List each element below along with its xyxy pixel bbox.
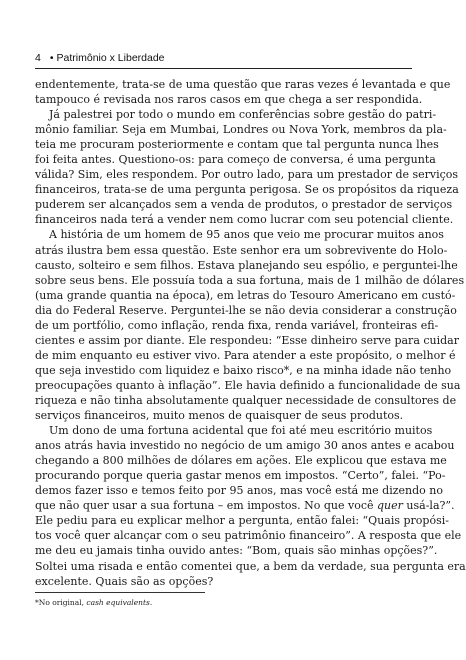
text-line: cientes e assim por diante. Ele respondeu: “Esse dinheiro serve para cuidar bbox=[35, 333, 459, 347]
running-title: Patrimônio x Liberdade bbox=[56, 52, 165, 64]
text-line: serviços financeiros, muito menos de quaisquer de seus produtos. bbox=[35, 409, 404, 423]
text-line: causto, solteiro e sem filhos. Estava planejando seu espólio, e perguntei-lhe bbox=[35, 258, 458, 272]
text-line: mônio familiar. Seja em Mumbai, Londres ou Nova York, membros da pla- bbox=[35, 123, 447, 137]
footnote bbox=[35, 598, 412, 608]
text-line-with-emphasis bbox=[35, 498, 455, 513]
emphasis-word: quer bbox=[377, 499, 403, 513]
running-header bbox=[35, 50, 412, 66]
text-line: financeiros nada terá a vender nem como lucrar com seu potencial cliente. bbox=[35, 213, 454, 227]
text-line: Já palestrei por todo o mundo em conferências sobre gestão do patri- bbox=[49, 108, 437, 122]
text-line: excelente. Quais são as opções? bbox=[35, 574, 214, 588]
text-segment: usá-la?”. bbox=[402, 499, 455, 513]
text-line: de mim enquanto eu estiver vivo. Para atender a este propósito, o melhor é bbox=[35, 348, 456, 362]
text-line: Soltei uma risada e então comentei que, a bem da verdade, sua pergunta era bbox=[35, 559, 466, 573]
text-segment: que não quer usar a sua fortuna – em impostos. No que você bbox=[35, 499, 378, 513]
text-line: que seja investido com liquidez e baixo risco*, e na minha idade não tenho bbox=[35, 363, 452, 377]
footnote-text: *No original, bbox=[35, 598, 87, 607]
text-line: demos fazer isso e temos feito por 95 anos, mas você está me dizendo no bbox=[35, 484, 443, 498]
header-rule bbox=[35, 68, 412, 69]
text-line: teia me procuram posteriormente e contam que tal pergunta nunca lhes bbox=[35, 138, 439, 152]
text-line: dia do Federal Reserve. Perguntei-lhe se não devia considerar a construção bbox=[35, 303, 457, 317]
text-line: Ele pediu para eu explicar melhor a pergunta, então falei: “Quais propósi- bbox=[35, 514, 449, 528]
text-line: tos você quer alcançar com o seu patrimônio financeiro”. A resposta que ele bbox=[35, 529, 462, 543]
footnote-italic: cash equivalents bbox=[86, 598, 150, 607]
text-line: de um portfólio, como inflação, renda fixa, renda variável, fronteiras efi- bbox=[35, 318, 439, 332]
footnote-end: . bbox=[149, 598, 153, 607]
text-line: tampouco é revisada nos raros casos em que chega a ser respondida. bbox=[35, 93, 423, 107]
text-line: sobre seus bens. Ele possuía toda a sua fortuna, mais de 1 milhão de dólares bbox=[35, 273, 465, 287]
text-line: financeiros, trata-se de uma pergunta perigosa. Se os propósitos da riqueza bbox=[35, 183, 459, 197]
text-line: atrás ilustra bem essa questão. Este senhor era um sobrevivente do Holo- bbox=[35, 243, 448, 257]
text-line: A história de um homem de 95 anos que veio me procurar muitos anos bbox=[49, 228, 444, 242]
text-line: foi feita antes. Questiono-os: para começo de conversa, é uma pergunta bbox=[35, 153, 436, 167]
text-line: preocupações quanto à inflação”. Ele havia definido a funcionalidade de sua bbox=[35, 378, 461, 392]
text-line: riqueza e não tinha absolutamente qualquer necessidade de consultores de bbox=[35, 393, 457, 407]
text-line: endentemente, trata-se de uma questão que raras vezes é levantada e que bbox=[35, 78, 451, 91]
header-separator: • bbox=[49, 52, 54, 64]
text-line: Um dono de uma fortuna acidental que foi até meu escritório muitos bbox=[49, 424, 433, 438]
footnote-rule bbox=[35, 592, 205, 593]
text-line: (uma grande quantia na época), em letras do Tesouro Americano em custó- bbox=[35, 288, 456, 302]
text-line: chegando a 800 milhões de dólares em ações. Ele explicou que estava me bbox=[35, 454, 447, 468]
text-line: válida? Sim, eles respondem. Por outro lado, para um prestador de serviços bbox=[35, 168, 459, 182]
text-line: puderem ser alcançados sem a venda de produtos, o prestador de serviços bbox=[35, 198, 453, 212]
page-number: 4 bbox=[35, 52, 41, 64]
text-line: me deu eu jamais tinha ouvido antes: “Bom, quais são minhas opções?”. bbox=[35, 544, 438, 558]
text-line: procurando porque queria gastar menos em impostos. “Certo”, falei. “Po- bbox=[35, 469, 446, 483]
text-line: anos atrás havia investido no negócio de um amigo 30 anos antes e acabou bbox=[35, 439, 455, 453]
body-text bbox=[35, 77, 466, 589]
